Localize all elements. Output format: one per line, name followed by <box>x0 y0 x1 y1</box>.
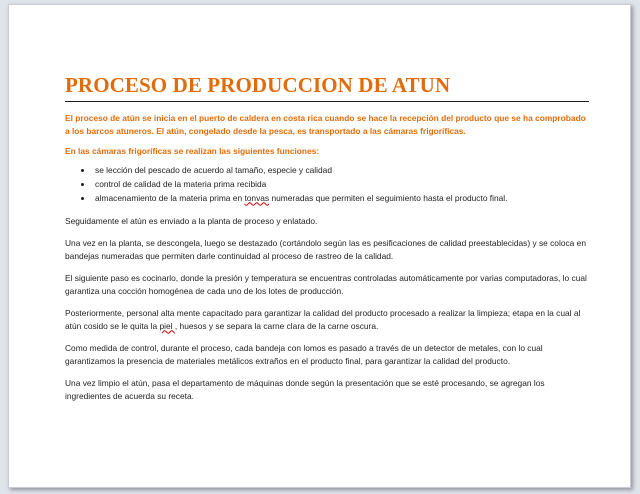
list-item: • control de calidad de la materia prima recibida <box>93 177 589 191</box>
misspelled-word: piel <box>159 320 175 331</box>
body-paragraph: Una vez en la planta, se descongela, luego se destazado (cortándolo según las es pesificaciones de calidad preestablecidas) y se coloca en bandejas numeradas que permiten darle continuidad al proceso de rastreo de la calidad. <box>65 238 586 261</box>
functions-list <box>65 163 589 205</box>
document-title: PROCESO DE PRODUCCION DE ATUN <box>65 73 589 102</box>
body-paragraph: Una vez limpio el atún, pasa el departamento de máquinas donde según la presentación que se esté procesando, se agregan los ingredientes de acuerda su receta. <box>65 378 545 401</box>
body-paragraph: El siguiente paso es cocinarlo, donde la presión y temperatura se encuentras controladas automáticamente por varias computadoras, lo cual garantiza una cocción homogénea de cada uno de los lotes de producción. <box>65 273 587 296</box>
misspelled-word: tonvas <box>244 192 270 203</box>
document-body <box>65 73 589 402</box>
body-paragraph: Como medida de control, durante el proceso, cada bandeja con lomos es pasado a través de un detector de metales, con lo cual garantizamos la presencia de materiales metálicos extraños en el producto final, para garantizar la calidad del producto. <box>65 343 543 366</box>
intro-paragraph: El proceso de atún se inicia en el puerto de caldera en costa rica cuando se hace la recepción del producto que se ha comprobado a los barcos atuneros. El atún, congelado desde la pesca, es transportado a las cámaras frigoríficas. <box>65 113 586 136</box>
document-page <box>8 4 631 488</box>
body-paragraph: Posteriormente, personal alta mente capacitado para garantizar la calidad del producto procesado a realizar la limpieza; etapa en la cual al atún cosido se le quita la piel , huesos y se separa la carne clara de la carne oscura. <box>65 308 581 331</box>
list-item: • almacenamiento de la materia prima en tonvas numeradas que permiten el seguimiento hasta el producto final. <box>93 191 589 205</box>
list-item: • se lección del pescado de acuerdo al tamaño, especie y calidad <box>93 163 589 177</box>
body-paragraph: Seguidamente el atún es enviado a la planta de proceso y enlatado. <box>65 215 318 226</box>
functions-heading: En las cámaras frigoríficas se realizan las siguientes funciones: <box>65 146 320 156</box>
